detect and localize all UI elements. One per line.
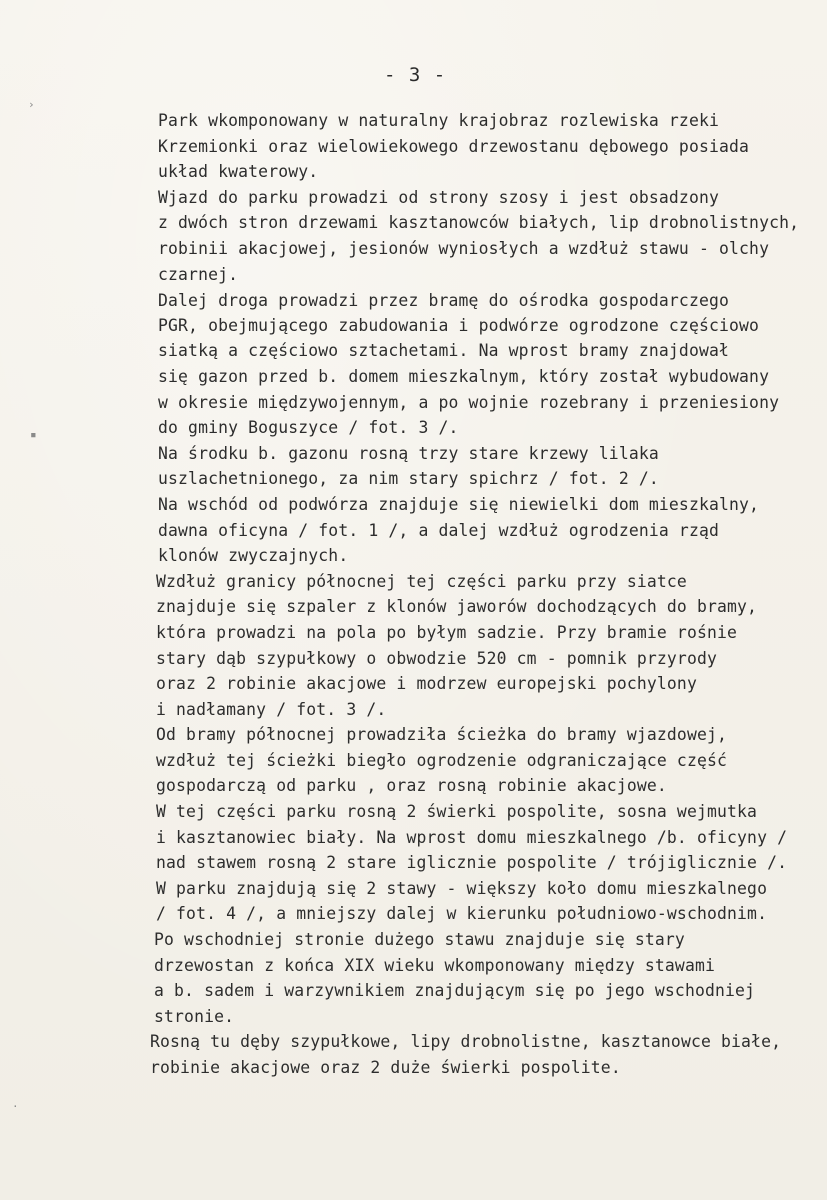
margin-mark: › xyxy=(28,98,35,111)
text-line: PGR, obejmującego zabudowania i podwórze ogrodzone częściowo xyxy=(158,316,760,335)
margin-mark: ▪ xyxy=(30,428,37,441)
text-line: gospodarczą od parku , oraz rosną robinie akacjowe. xyxy=(156,776,667,795)
text-line: Na wschód od podwórza znajduje się niewielki dom mieszkalny, xyxy=(158,495,760,514)
text-line: czarnej. xyxy=(158,265,239,284)
text-line: Krzemionki oraz wielowiekowego drzewostanu dębowego posiada xyxy=(158,137,750,156)
margin-mark: · xyxy=(12,1100,19,1113)
text-line: Wjazd do parku prowadzi od strony szosy i jest obsadzony xyxy=(158,188,720,207)
text-line: Od bramy północnej prowadziła ścieżka do bramy wjazdowej, xyxy=(156,725,728,744)
text-line: układ kwaterowy. xyxy=(158,162,319,181)
text-line: dawna oficyna / fot. 1 /, a dalej wzdłuż ogrodzenia rząd xyxy=(158,521,720,540)
text-line: Park wkomponowany w naturalny krajobraz rozlewiska rzeki xyxy=(158,111,720,130)
text-line: z dwóch stron drzewami kasztanowców białych, lip drobnolistnych, xyxy=(158,213,800,232)
text-line: / fot. 4 /, a mniejszy dalej w kierunku południowo-wschodnim. xyxy=(156,904,768,923)
text-line: robinie akacjowe oraz 2 duże świerki pospolite. xyxy=(150,1058,621,1077)
text-line: oraz 2 robinie akacjowe i modrzew europejski pochylony xyxy=(156,674,697,693)
text-line: i kasztanowiec biały. Na wprost domu mieszkalnego /b. oficyny / xyxy=(156,828,788,847)
text-line: stronie. xyxy=(154,1007,235,1026)
text-line: do gminy Boguszyce / fot. 3 /. xyxy=(158,418,459,437)
text-line: nad stawem rosną 2 stare iglicznie pospolite / trójiglicznie /. xyxy=(156,853,788,872)
text-line: W tej części parku rosną 2 świerki pospolite, sosna wejmutka xyxy=(156,802,758,821)
text-line: drzewostan z końca XIX wieku wkomponowany między stawami xyxy=(154,956,716,975)
text-line: Dalej droga prowadzi przez bramę do ośrodka gospodarczego xyxy=(158,291,730,310)
text-line: Rosną tu dęby szypułkowe, lipy drobnolistne, kasztanowce białe, xyxy=(150,1032,782,1051)
text-line: się gazon przed b. domem mieszkalnym, który został wybudowany xyxy=(158,367,770,386)
text-line: uszlachetnionego, za nim stary spichrz / fot. 2 /. xyxy=(158,469,659,488)
text-line: Na środku b. gazonu rosną trzy stare krzewy lilaka xyxy=(158,444,659,463)
text-line: siatką a częściowo sztachetami. Na wprost bramy znajdował xyxy=(158,341,730,360)
text-line: znajduje się szpaler z klonów jaworów dochodzących do bramy, xyxy=(156,597,758,616)
text-line: która prowadzi na pola po byłym sadzie. Przy bramie rośnie xyxy=(156,623,738,642)
text-line: wzdłuż tej ścieżki biegło ogrodzenie odgraniczające część xyxy=(156,751,728,770)
text-line: stary dąb szypułkowy o obwodzie 520 cm - pomnik przyrody xyxy=(156,649,718,668)
text-line: i nadłamany / fot. 3 /. xyxy=(156,700,387,719)
text-line: W parku znajdują się 2 stawy - większy koło domu mieszkalnego xyxy=(156,879,768,898)
text-line: klonów zwyczajnych. xyxy=(158,546,349,565)
text-line: Po wschodniej stronie dużego stawu znajduje się stary xyxy=(154,930,685,949)
text-line: robinii akacjowej, jesionów wyniosłych a wzdłuż stawu - olchy xyxy=(158,239,770,258)
page-number: - 3 - xyxy=(384,64,447,86)
text-line: Wzdłuż granicy północnej tej części parku przy siatce xyxy=(156,572,687,591)
text-line: a b. sadem i warzywnikiem znajdującym się po jego wschodniej xyxy=(154,981,756,1000)
text-line: w okresie międzywojennym, a po wojnie rozebrany i przeniesiony xyxy=(158,393,780,412)
